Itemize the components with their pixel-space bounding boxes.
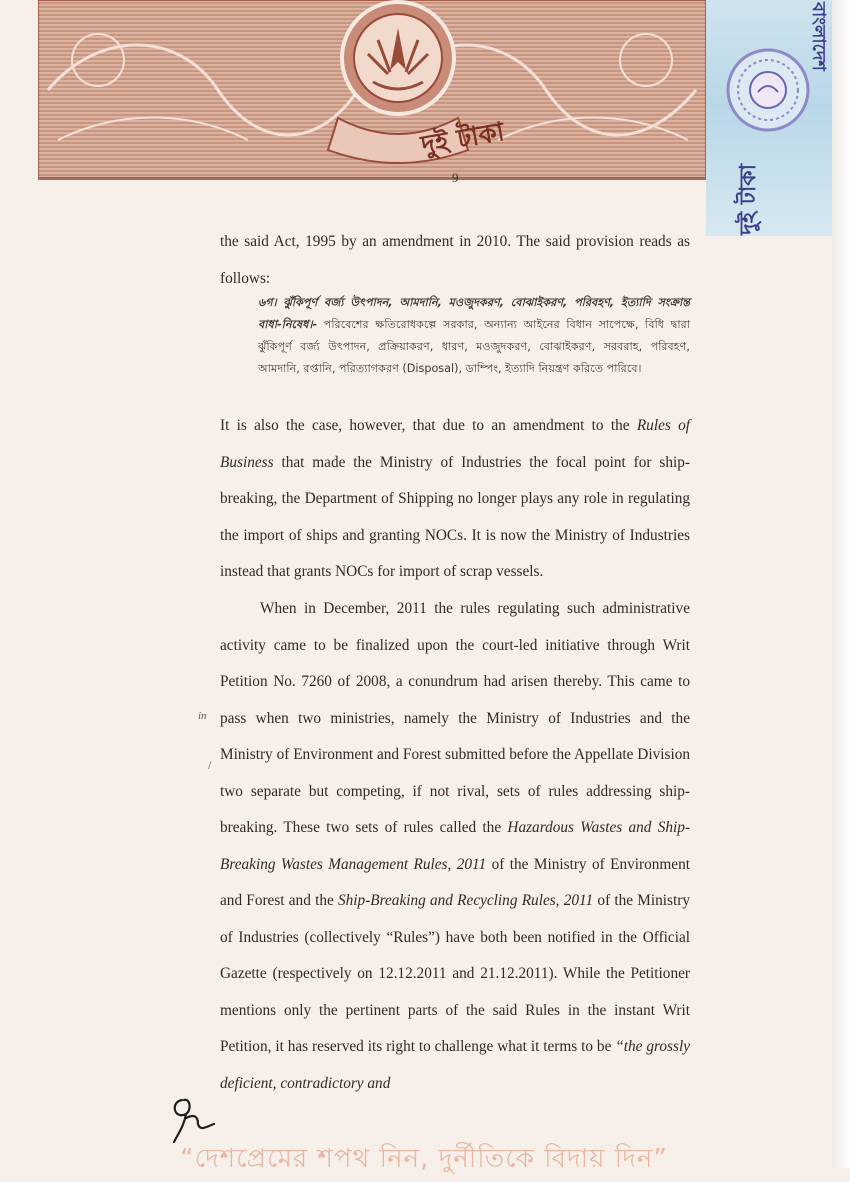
paragraph-2-italic-1: Rules of Business bbox=[220, 417, 690, 471]
page-number: 9 bbox=[452, 170, 459, 185]
margin-mark-2: / bbox=[208, 758, 212, 772]
stamp-denomination: দুই টাকা bbox=[419, 116, 507, 162]
stamp-ornament bbox=[38, 0, 706, 178]
margin-mark-1: in bbox=[198, 710, 207, 722]
footer-slogan: “দেশপ্রেমের শপথ নিন, দুর্নীতিকে বিদায় দিন” bbox=[180, 1144, 668, 1174]
side-stamp-bottom-text: দুই টাকা bbox=[736, 164, 761, 235]
paragraph-2-text-1: It is also the case, however, that due to an amendment to the bbox=[220, 417, 637, 434]
stamp-paper-header bbox=[38, 0, 706, 180]
side-stamp bbox=[706, 0, 832, 236]
paragraph-2 bbox=[220, 408, 690, 591]
paragraph-3 bbox=[220, 591, 690, 1102]
paragraph-3-italic-1: Hazardous Wastes and Ship-Breaking Wastes Management Rules, 2011 bbox=[220, 819, 690, 873]
side-stamp-top-text: বাংলাদেশ bbox=[808, 2, 829, 71]
paragraph-3-text-3: of the Ministry of Industries (collectively “Rules”) have both been notified in the Official Gazette (respectively on 12.12.2011 and 21.12.2011). While the Petitioner mentions only the pertinent parts of the said Rules in the instant Writ Petition, it has reserved its right to challenge what it terms to be bbox=[220, 892, 690, 1055]
page-edge bbox=[832, 0, 850, 1168]
paragraph-3-text-1: When in December, 2011 the rules regulating such administrative activity came to be finalized upon the court-led initiative through Writ Petition No. 7260 of 2008, a conundrum had arisen thereby. This came to pass when two ministries, namely the Ministry of Industries and the Ministry of Environment and Forest submitted before the Appellate Division two separate but competing, if not rival, sets of rules addressing ship-breaking. These two sets of rules called the bbox=[220, 600, 690, 836]
paragraph-3-italic-3: “the grossly deficient, contradictory and bbox=[220, 1038, 690, 1092]
seal-icon bbox=[706, 0, 832, 236]
paragraph-2-text-2: that made the Ministry of Industries the focal point for ship-breaking, the Department of Shipping no longer plays any role in regulating the import of ships and granting NOCs. It is now the Ministry of Industries instead that grants NOCs for import of scrap vessels. bbox=[220, 453, 690, 580]
bengali-quote bbox=[258, 292, 690, 380]
bengali-quote-body: পরিবেশের ক্ষতিরোধকল্পে সরকার, অন্যান্য আইনের বিধান সাপেক্ষে, বিধি দ্বারা ঝুঁকিপূর্ণ বর্জ্য উৎপাদন, প্রক্রিয়াকরণ, ধারণ, মওজুদকরণ, বোঝাইকরণ, সরবরাহ, পরিবহণ, আমদানি, রপ্তানি, পরিত্যাগকরণ (Disposal), ডাম্পিং, ইত্যাদি নিয়ন্ত্রণ করিতে পারিবে। bbox=[258, 318, 690, 375]
paragraph-3-text-2: of the Ministry of Environment and Forest and the bbox=[220, 855, 690, 909]
bengali-quote-heading: ৬গ। ঝুঁকিপূর্ণ বর্জ্য উৎপাদন, আমদানি, মওজুদকরণ, বোঝাইকরণ, পরিবহণ, ইত্যাদি সংক্রান্ত বাধা-নিষেধ।- bbox=[258, 296, 690, 331]
paragraph-3-italic-2: Ship-Breaking and Recycling Rules, 2011 bbox=[338, 892, 594, 909]
paragraph-1: the said Act, 1995 by an amendment in 2010. The said provision reads as follows: bbox=[220, 233, 690, 287]
